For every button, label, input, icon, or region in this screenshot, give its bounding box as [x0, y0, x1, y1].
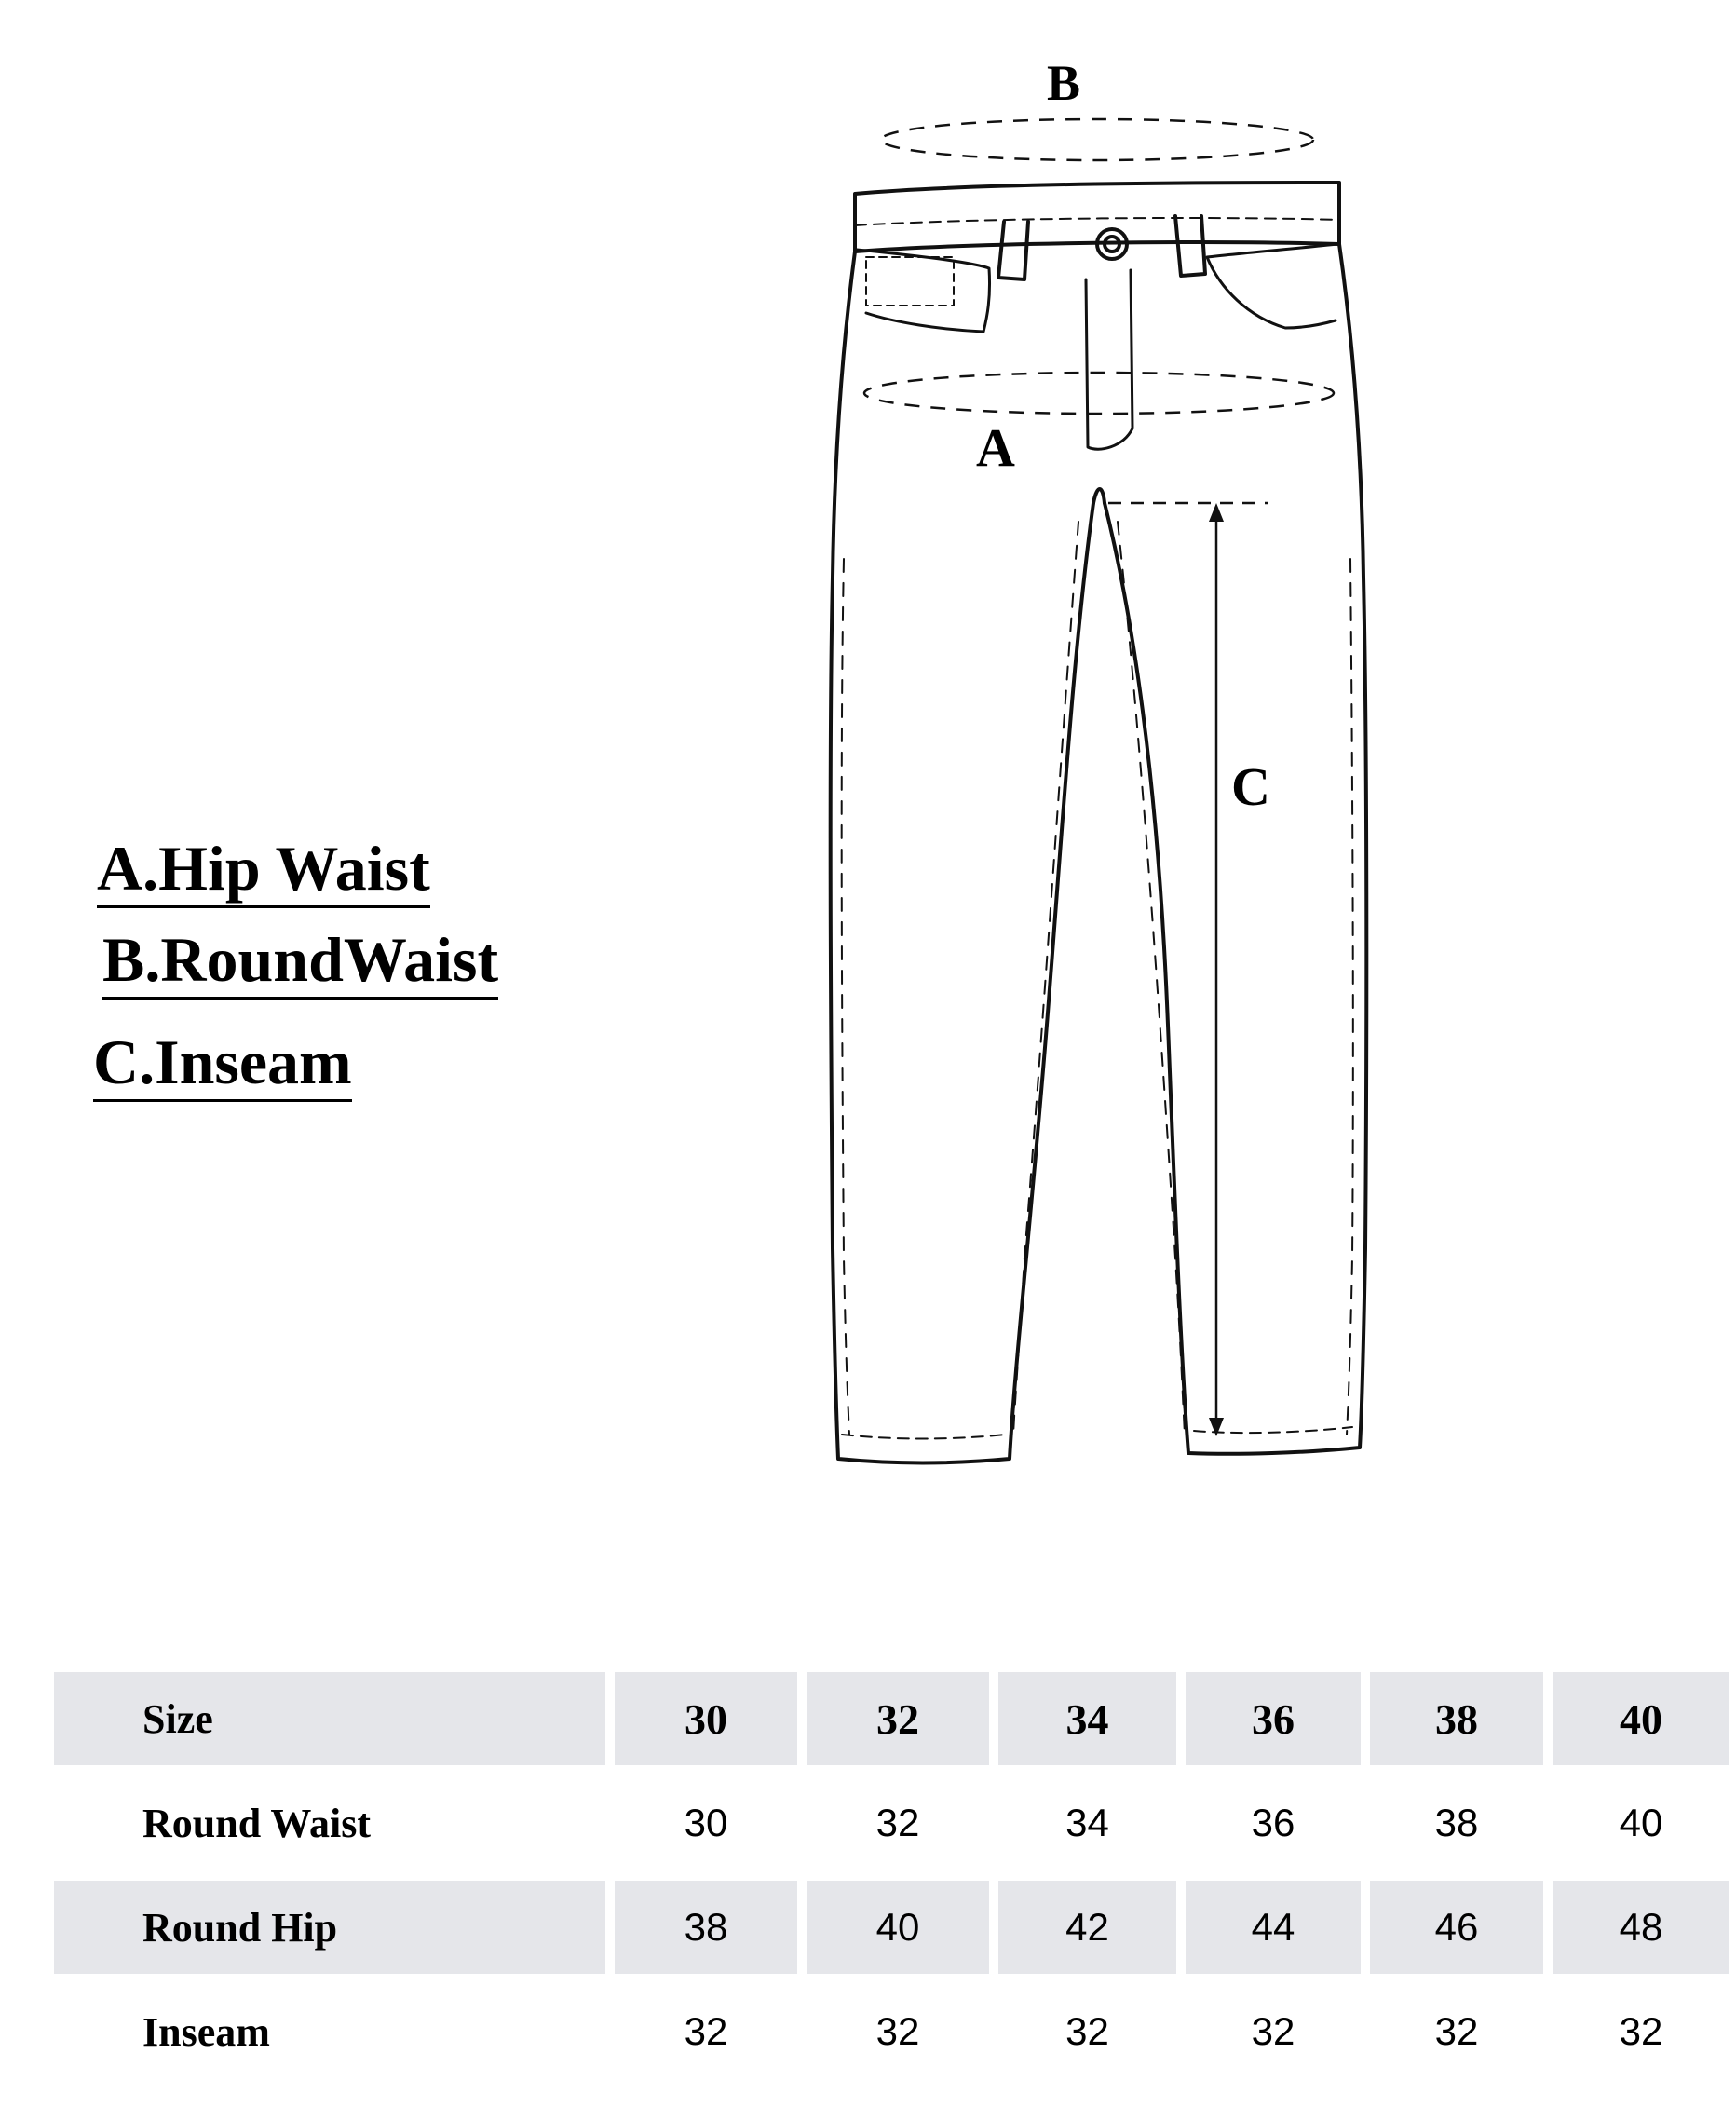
header-cell: 30 — [615, 1672, 807, 1776]
legend-hip-waist: A.Hip Waist — [97, 836, 430, 908]
size-chart-table — [54, 1672, 1729, 2089]
header-cell: 36 — [1186, 1672, 1370, 1776]
table-row — [54, 1881, 1729, 1985]
table-cell: 48 — [1553, 1881, 1729, 1985]
letter-a: A — [976, 417, 1015, 478]
left-pocket — [857, 250, 990, 332]
right-leg-outline — [1105, 244, 1366, 1454]
letter-b: B — [1047, 55, 1081, 111]
table-cell: 40 — [807, 1881, 998, 1985]
table-cell: 32 — [1370, 1985, 1553, 2089]
table-row — [54, 1776, 1729, 1881]
table-row — [54, 1985, 1729, 2089]
table-cell: 32 — [1553, 1985, 1729, 2089]
header-cell: 32 — [807, 1672, 998, 1776]
row-label: Round Waist — [54, 1776, 615, 1881]
row-label: Round Hip — [54, 1881, 615, 1985]
table-cell: 38 — [1370, 1776, 1553, 1881]
right-pocket — [1207, 244, 1337, 328]
table-cell: 46 — [1370, 1881, 1553, 1985]
legend-inseam: C.Inseam — [93, 1030, 352, 1102]
table-cell: 32 — [998, 1985, 1186, 2089]
table-cell: 42 — [998, 1881, 1186, 1985]
header-cell: 34 — [998, 1672, 1186, 1776]
table-cell: 32 — [807, 1985, 998, 2089]
table-cell: 32 — [807, 1776, 998, 1881]
left-leg-outline — [831, 252, 1093, 1463]
measure-a-ellipse — [864, 373, 1334, 414]
table-cell: 40 — [1553, 1776, 1729, 1881]
table-cell: 32 — [615, 1985, 807, 2089]
header-label: Size — [54, 1672, 615, 1776]
table-cell: 36 — [1186, 1776, 1370, 1881]
table-header-row — [54, 1672, 1729, 1776]
table-cell: 44 — [1186, 1881, 1370, 1985]
table-cell: 38 — [615, 1881, 807, 1985]
header-cell: 40 — [1553, 1672, 1729, 1776]
table-cell: 32 — [1186, 1985, 1370, 2089]
row-label: Inseam — [54, 1985, 615, 2089]
table-cell: 34 — [998, 1776, 1186, 1881]
legend-round-waist: B.RoundWaist — [102, 928, 498, 1000]
measure-b-ellipse — [881, 119, 1313, 160]
table-cell: 30 — [615, 1776, 807, 1881]
letter-c: C — [1231, 756, 1270, 817]
header-cell: 38 — [1370, 1672, 1553, 1776]
